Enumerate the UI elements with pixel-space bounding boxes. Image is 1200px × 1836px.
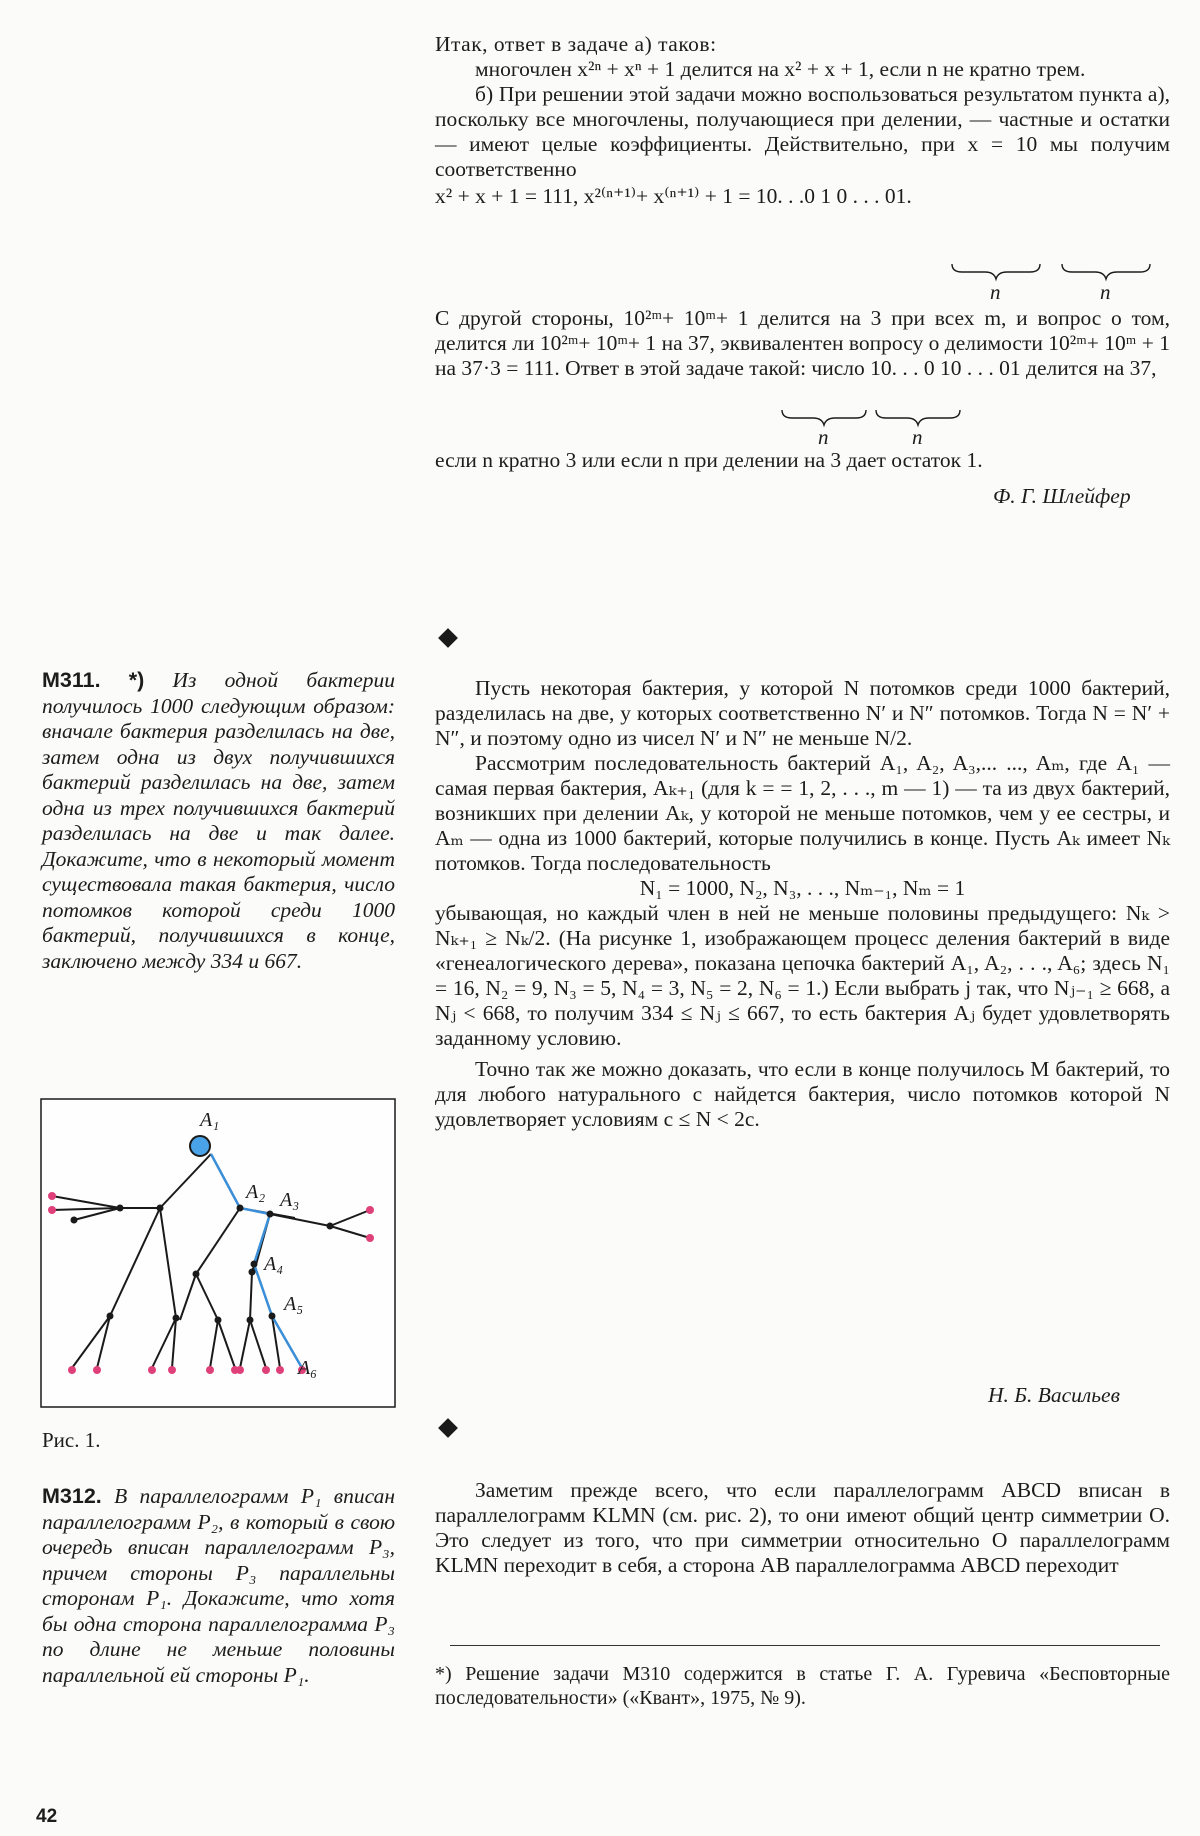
label-a1: A₁ (200, 1109, 220, 1131)
problem-star: *) (128, 668, 145, 692)
top-para-4-block (435, 306, 1170, 381)
top-para-1: Итак, ответ в задаче а) таков: (435, 32, 717, 56)
diamond-separator (438, 628, 458, 648)
sol311-para-4: Точно так же можно доказать, что если в конце получилось M бактерий, то для любого натурального c найдется бактерия, число потомков которой N удовлетворяет условиям c ≤ N < 2c. (435, 1057, 1170, 1131)
figure-frame (41, 1099, 395, 1407)
signature-vasiliev: Н. Б. Васильев (988, 1383, 1120, 1407)
top-para-4: С другой стороны, 10²ᵐ+ 10ᵐ+ 1 делится на 3 при всех m, и вопрос о том, делится ли 10²ᵐ+ 10ᵐ+ 1 на 37, эквивалентен вопросу о делимости 10²ᵐ+ 10ᵐ + 1 на 37·3 = 111. Ответ в этой задаче такой: число 10. . . 0 10 . . . 01 делится на 37, (435, 306, 1170, 380)
footnote: *) Решение задачи М310 содержится в статье Г. А. Гуревича «Бесповторные последовательности» («Квант», 1975, № 9). (435, 1663, 1170, 1709)
brace-label-3: n (818, 425, 829, 449)
problem-text: Из одной бактерии получилось 1000 следующим образом: вначале бактерия разделилась на две, затем одна из двух получившихся бактерий разделилась на две, затем одна из трех получившихся бактерий разделилась на две и так далее. Докажите, что в некоторый момент существовала такая бактерия, число потомков которой среди 1000 бактерий, получившихся в конце, заключено между 334 и 667. (42, 668, 395, 973)
problem-label: М312. (42, 1484, 102, 1508)
brace-label-1: n (990, 280, 1001, 304)
figure-caption: Рис. 1. (42, 1428, 101, 1452)
page-number: 42 (36, 1806, 58, 1827)
solution-m311 (435, 676, 1170, 1132)
top-formula: x² + x + 1 = 111, x²⁽ⁿ⁺¹⁾+ x⁽ⁿ⁺¹⁾ + 1 = 10. . .0 1 0 . . . 01. (435, 184, 912, 208)
problem-text: В параллелограмм P₁ вписан параллелограмм P₂, в который в свою очередь вписан параллелограмм P₃, причем стороны P₃ параллельны сторонам P₁. Докажите, что хотя бы одна сторона параллелограмма P₃ по длине не меньше половины параллельной ей стороны P₁. (42, 1484, 395, 1687)
formula-underbraces (950, 262, 1170, 282)
solution-m312 (435, 1478, 1170, 1578)
label-a5: A₅ (284, 1293, 304, 1315)
problem-m311 (42, 668, 395, 974)
problem-m312 (42, 1484, 395, 1688)
root-node (190, 1136, 210, 1156)
sol311-para-2: Рассмотрим последовательность бактерий A₁, A₂, A₃,... ..., Aₘ, где A₁ — самая первая бактерия, Aₖ₊₁ (для k = = 1, 2, . . ., m — 1) — та из двух бактерий, возникших при делении Aₖ, у которой не меньше потомков, чем у ее сестры, и Aₘ — одна из 1000 бактерий, которые получились в конце. Пусть Aₖ имеет Nₖ потомков. Тогда последовательность (435, 751, 1170, 875)
sol311-sequence: N₁ = 1000, N₂, N₃, . . ., Nₘ₋₁, Nₘ = 1 (639, 876, 966, 900)
problem-label: М311. (42, 668, 101, 692)
label-a4: A₄ (264, 1253, 284, 1275)
sol312-para-1: Заметим прежде всего, что если параллелограмм ABCD вписан в параллелограмм KLMN (см. рис. 2), то они имеют общий центр симметрии O. Это следует из того, что при симметрии относительно O параллелограмм KLMN переходит в себя, а сторона AB параллелограмма ABCD переходит (435, 1478, 1170, 1577)
label-a3: A₃ (280, 1189, 300, 1211)
brace-label-4: n (912, 425, 923, 449)
footnote-rule (450, 1645, 1160, 1646)
answer-underbraces (780, 408, 1000, 428)
sol311-para-1: Пусть некоторая бактерия, у которой N потомков среди 1000 бактерий, разделилась на две, у которых соответственно N′ и N″ потомков. Тогда N = N′ + N″, и поэтому одно из чисел N′ и N″ не меньше N/2. (435, 676, 1170, 750)
brace-label-2: n (1100, 280, 1111, 304)
signature-shleifer: Ф. Г. Шлейфер (993, 484, 1131, 508)
sol311-para-3: убывающая, но каждый член в ней не меньше половины предыдущего: Nₖ > Nₖ₊₁ ≥ Nₖ/2. (На рисунке 1, изображающем процесс деления бактерий в виде «генеалогического дерева», показана цепочка бактерий A₁, A₂, . . ., A₆; здесь N₁ = 16, N₂ = 9, N₃ = 5, N₄ = 3, N₅ = 2, N₆ = 1.) Если выбрать j так, что Nⱼ₋₁ ≥ 668, а Nⱼ < 668, то получим 334 ≤ Nⱼ ≤ 667, то есть бактерия Aⱼ будет удовлетворять заданному условию. (435, 901, 1170, 1050)
top-para-2: многочлен x²ⁿ + xⁿ + 1 делится на x² + x + 1, если n не кратно трем. (475, 57, 1086, 81)
diamond-separator-2 (438, 1418, 458, 1438)
top-solution (435, 32, 1170, 209)
top-para-5-block (435, 448, 1170, 473)
top-para-5: если n кратно 3 или если n при делении на 3 дает остаток 1. (435, 448, 983, 472)
top-para-3: б) При решении этой задачи можно воспользоваться результатом пункта а), поскольку все многочлены, получающиеся при делении, — частные и остатки — имеют целые коэффициенты. Действительно, при x = 10 мы получим соответственно (435, 82, 1170, 181)
label-a6: A₆ (298, 1357, 318, 1379)
figure-1-tree (40, 1098, 396, 1408)
label-a2: A₂ (246, 1181, 266, 1203)
